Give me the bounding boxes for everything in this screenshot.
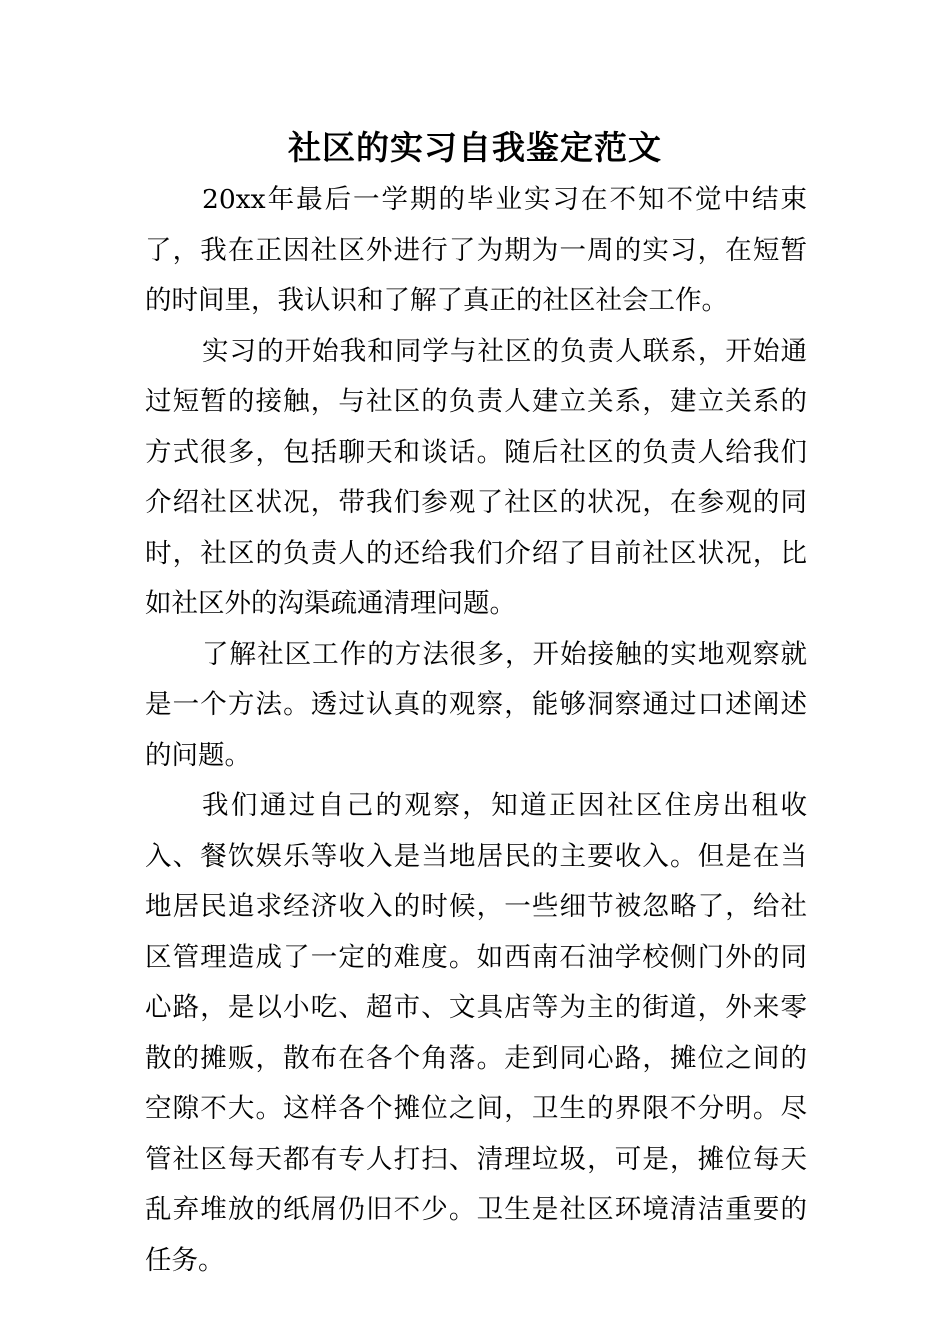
paragraph-2: 实习的开始我和同学与社区的负责人联系，开始通过短暂的接触，与社区的负责人建立关系，建立关系的方式很多，包括聊天和谈话。随后社区的负责人给我们介绍社区状况，带我们参观了社区的状况，在参观的同时，社区的负责人的还给我们介绍了目前社区状况，比如社区外的沟渠疏通清理问题。 <box>145 335 807 619</box>
paragraph-4: 我们通过自己的观察，知道正因社区住房出租收入、餐饮娱乐等收入是当地居民的主要收入。但是在当地居民追求经济收入的时候，一些细节被忽略了，给社区管理造成了一定的难度。如西南石油学校侧门外的同心路，是以小吃、超市、文具店等为主的街道，外来零散的摊贩，散布在各个角落。走到同心路，摊位之间的空隙不大。这样各个摊位之间，卫生的界限不分明。尽管社区每天都有专人打扫、清理垃圾，可是，摊位每天乱弃堆放的纸屑仍旧不少。卫生是社区环境清洁重要的任务。 <box>145 790 807 1276</box>
paragraph-1: 20xx年最后一学期的毕业实习在不知不觉中结束了，我在正因社区外进行了为期为一周的实习，在短暂的时间里，我认识和了解了真正的社区社会工作。 <box>145 184 807 316</box>
document-body <box>145 175 807 1286</box>
paragraph-3: 了解社区工作的方法很多，开始接触的实地观察就是一个方法。透过认真的观察，能够洞察通过口述阐述的问题。 <box>145 638 807 771</box>
document-title: 社区的实习自我鉴定范文 <box>288 128 662 167</box>
